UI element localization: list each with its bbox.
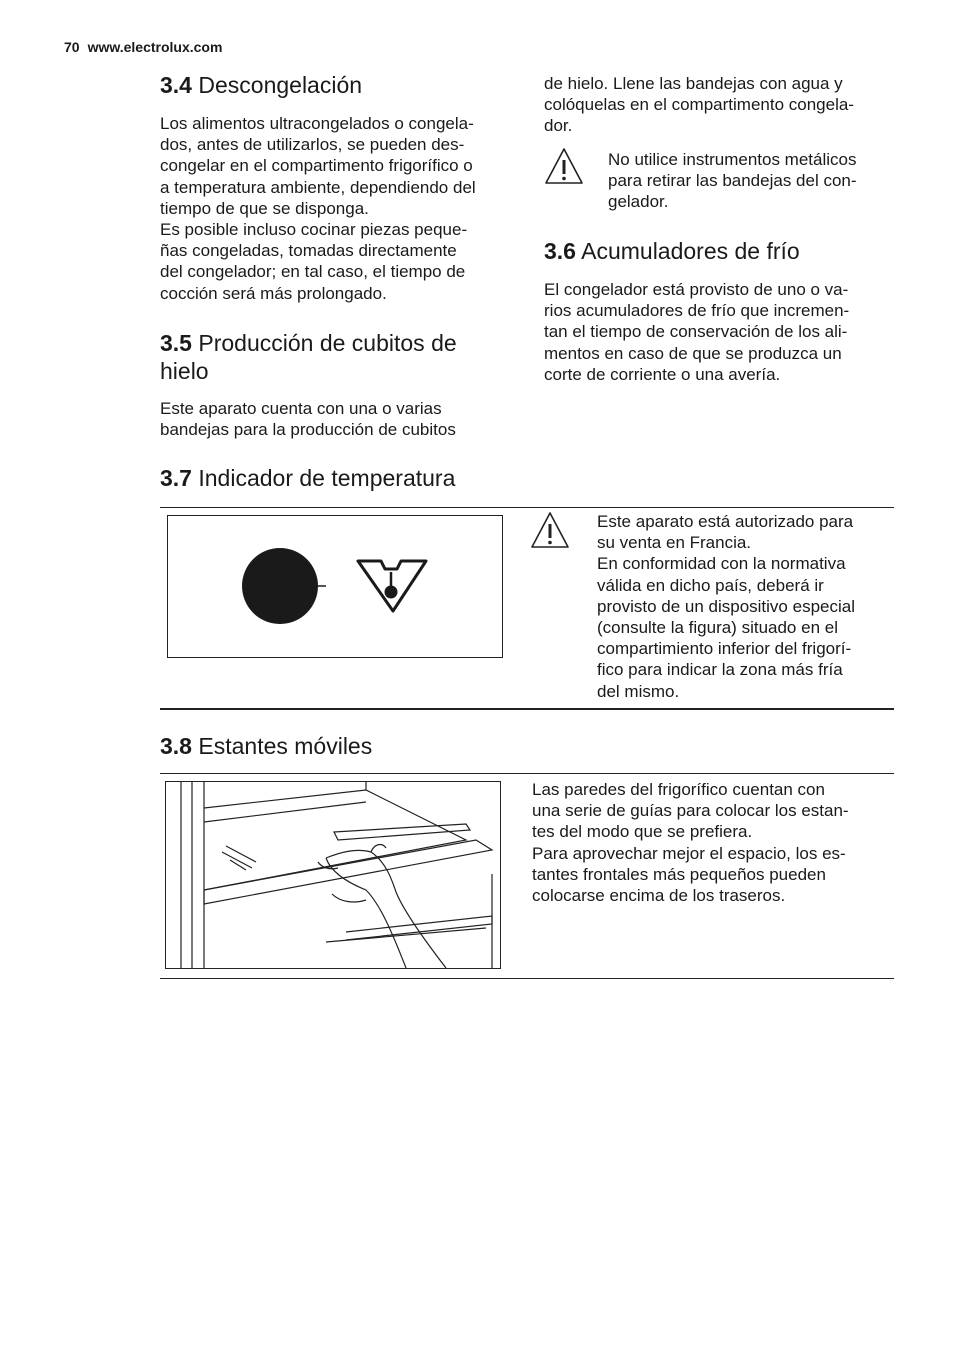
section-rule [160, 773, 894, 774]
body-line: corte de corriente o una avería. [544, 364, 781, 384]
body-line: Este aparato está autorizado para [597, 512, 854, 531]
body-line: a temperatura ambiente, dependiendo del [160, 177, 476, 197]
section-3-8-body [532, 779, 892, 906]
body-line: Este aparato cuenta con una o varias [160, 399, 442, 418]
body-line: su venta en Francia. [597, 533, 752, 553]
body-line: de hielo. Llene las bandejas con agua y [544, 74, 843, 93]
body-line: tes del modo que se prefiera. [532, 822, 753, 842]
shelf-illustration [166, 782, 500, 968]
section-3-5-heading [160, 329, 457, 385]
warning-1-text [608, 149, 898, 213]
section-title: Producción de cubitos de [198, 330, 457, 356]
warning-triangle-icon [530, 511, 570, 549]
section-3-7-body [597, 511, 897, 702]
body-line: colocarse encima de los traseros. [532, 886, 786, 906]
body-line: del mismo. [597, 681, 680, 701]
section-title: Acumuladores de frío [581, 238, 800, 264]
section-rule [160, 507, 894, 508]
page-header [64, 39, 222, 55]
body-line: Para aprovechar mejor el espacio, los es- [532, 843, 846, 863]
body-line: una serie de guías para colocar los estan- [532, 801, 849, 821]
section-rule [160, 708, 894, 710]
warning-triangle-icon [544, 147, 584, 185]
body-line: Los alimentos ultracongelados o congela- [160, 114, 474, 133]
body-line: bandejas para la producción de cubitos [160, 420, 456, 440]
shelf-figure [165, 781, 501, 969]
body-line: colóquelas en el compartimento congela- [544, 95, 854, 115]
section-number: 3.8 [160, 733, 192, 759]
body-line: No utilice instrumentos metálicos [608, 150, 857, 169]
section-3-8-heading [160, 732, 372, 760]
section-3-5-body-cont [544, 73, 904, 137]
temperature-indicator-icon [168, 516, 502, 657]
section-3-4-body [160, 113, 520, 304]
page-number: 70 [64, 39, 80, 55]
section-number: 3.4 [160, 72, 192, 98]
body-line: Es posible incluso cocinar piezas peque- [160, 220, 468, 240]
body-line: gelador. [608, 192, 669, 212]
body-line: congelar en el compartimento frigorífico o [160, 156, 473, 176]
section-3-4-heading [160, 71, 362, 99]
body-line: válida en dicho país, deberá ir [597, 575, 824, 595]
section-3-6-heading [544, 237, 800, 265]
section-3-7-heading [160, 464, 455, 492]
section-title: Estantes móviles [198, 733, 373, 759]
body-line: tantes frontales más pequeños pueden [532, 864, 826, 884]
body-line: compartimiento inferior del frigorí- [597, 639, 852, 659]
body-line: tan el tiempo de conservación de los ali- [544, 322, 848, 342]
section-title: Descongelación [198, 72, 363, 98]
section-3-6-body [544, 279, 904, 385]
body-line: mentos en caso de que se produzca un [544, 343, 842, 363]
body-line: ñas congeladas, tomadas directamente [160, 241, 457, 261]
body-line: En conformidad con la normativa [597, 554, 846, 574]
body-line: dos, antes de utilizarlos, se pueden des- [160, 135, 465, 155]
body-line: para retirar las bandejas del con- [608, 171, 857, 191]
site-url: www.electrolux.com [87, 39, 223, 55]
body-line: provisto de un dispositivo especial [597, 596, 855, 616]
section-number: 3.7 [160, 465, 192, 491]
section-number: 3.5 [160, 330, 192, 356]
body-line: tiempo de que se disponga. [160, 198, 369, 218]
body-line: fico para indicar la zona más fría [597, 660, 843, 680]
body-line: del congelador; en tal caso, el tiempo de [160, 262, 466, 282]
section-number: 3.6 [544, 238, 576, 264]
body-line: rios acumuladores de frío que incremen- [544, 301, 850, 321]
body-line: cocción será más prolongado. [160, 283, 387, 303]
body-line: (consulte la figura) situado en el [597, 618, 838, 638]
section-title-cont: hielo [160, 358, 209, 384]
body-line: El congelador está provisto de uno o va- [544, 280, 849, 299]
section-title: Indicador de temperatura [198, 465, 456, 491]
body-line: Las paredes del frigorífico cuentan con [532, 780, 825, 799]
temperature-indicator-figure [167, 515, 503, 658]
section-3-5-body [160, 398, 520, 440]
body-line: dor. [544, 116, 573, 136]
section-rule [160, 978, 894, 979]
